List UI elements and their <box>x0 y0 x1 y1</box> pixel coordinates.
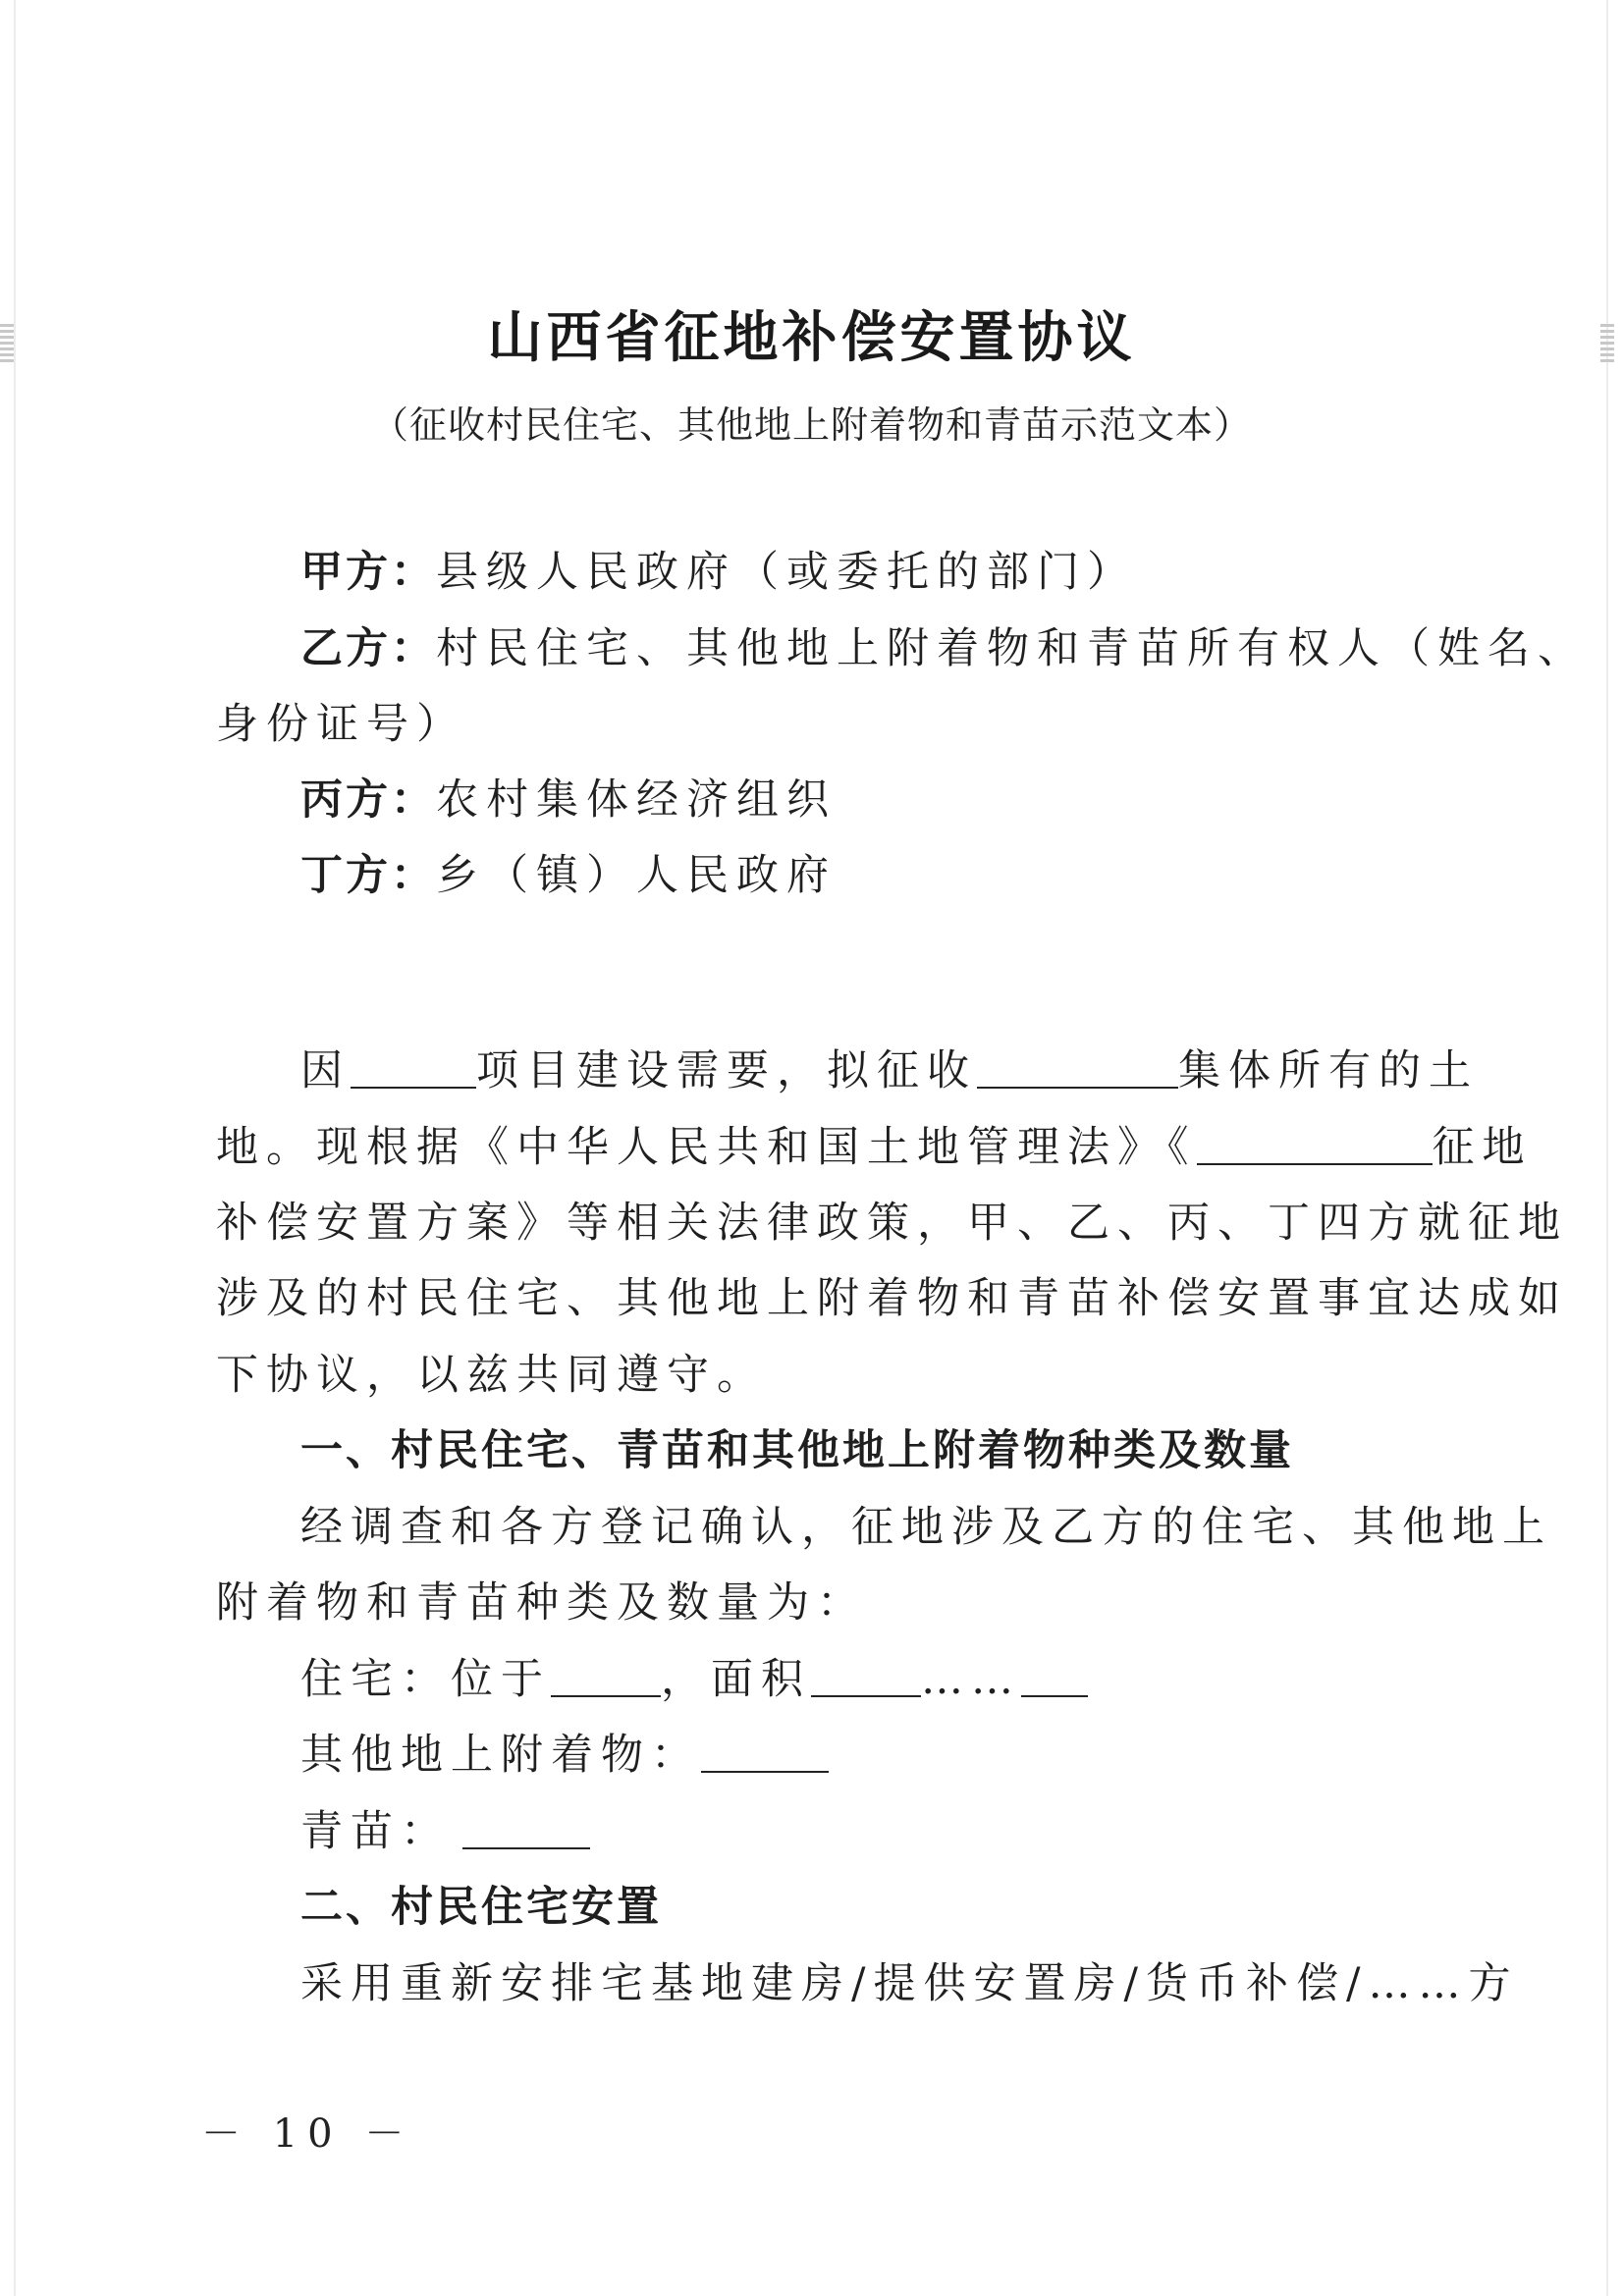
section-2-heading: 二、村民住宅安置 <box>300 1883 662 1932</box>
document-title: 山西省征地补偿安置协议 <box>487 306 1136 370</box>
intro-line-4: 涉及的村民住宅、其他地上附着物和青苗补偿安置事宜达成如 <box>216 1274 1568 1323</box>
intro-text: 征地 <box>1432 1123 1533 1172</box>
house-line <box>300 1655 1479 1704</box>
blank-project <box>351 1053 476 1089</box>
other-attachments-line <box>300 1731 1479 1780</box>
intro-text: 项目建设需要，拟征收 <box>476 1046 977 1095</box>
intro-text: 地。现根据《中华人民共和国土地管理法》《 <box>216 1123 1197 1172</box>
house-area-label: ，面积 <box>661 1655 811 1704</box>
section-1-heading: 一、村民住宅、青苗和其他地上附着物种类及数量 <box>300 1426 1294 1475</box>
crops-line <box>300 1807 1479 1856</box>
party-d-label: 丁方： <box>300 851 436 900</box>
party-a-text: 县级人民政府（或委托的部门） <box>436 548 1137 597</box>
party-b-label: 乙方： <box>300 624 436 673</box>
party-a-label: 甲方： <box>300 548 436 597</box>
ellipsis: …… <box>921 1655 1021 1704</box>
section-2-line-1: 采用重新安排宅基地建房/提供安置房/货币补偿/……方 <box>300 1959 1519 2008</box>
party-b-continued: 身份证号） <box>216 700 466 749</box>
document-subtitle: （征收村民住宅、其他地上附着物和青苗示范文本） <box>370 403 1252 447</box>
party-a <box>300 548 1479 597</box>
intro-text: 集体所有的土 <box>1178 1046 1479 1095</box>
blank-other <box>701 1737 829 1773</box>
intro-line-5: 下协议，以兹共同遵守。 <box>216 1351 767 1400</box>
blank-collective <box>977 1053 1178 1089</box>
intro-line-3: 补偿安置方案》等相关法律政策，甲、乙、丙、丁四方就征地 <box>216 1199 1568 1248</box>
party-c-label: 丙方： <box>300 775 436 825</box>
intro-line-1 <box>300 1046 1479 1095</box>
intro-line-2 <box>216 1123 1533 1172</box>
blank-plan <box>1197 1130 1433 1165</box>
page-number: － 10 － <box>201 2111 414 2157</box>
house-label: 住宅：位于 <box>300 1655 551 1704</box>
party-c <box>300 775 1479 825</box>
party-d-text: 乡（镇）人民政府 <box>436 851 837 900</box>
blank-more <box>1021 1662 1088 1697</box>
party-d <box>300 851 1479 900</box>
party-b <box>300 624 1588 673</box>
party-b-text: 村民住宅、其他地上附着物和青苗所有权人（姓名、 <box>436 624 1588 673</box>
blank-area <box>811 1662 921 1697</box>
party-c-text: 农村集体经济组织 <box>436 775 837 825</box>
blank-location <box>551 1662 661 1697</box>
section-1-line-2: 附着物和青苗种类及数量为： <box>216 1578 867 1628</box>
intro-text: 因 <box>300 1046 351 1095</box>
blank-crops <box>462 1814 590 1849</box>
other-attachments-label: 其他地上附着物： <box>300 1731 701 1780</box>
crops-label: 青苗： <box>300 1807 451 1856</box>
section-1-line-1: 经调查和各方登记确认，征地涉及乙方的住宅、其他地上 <box>300 1503 1552 1552</box>
